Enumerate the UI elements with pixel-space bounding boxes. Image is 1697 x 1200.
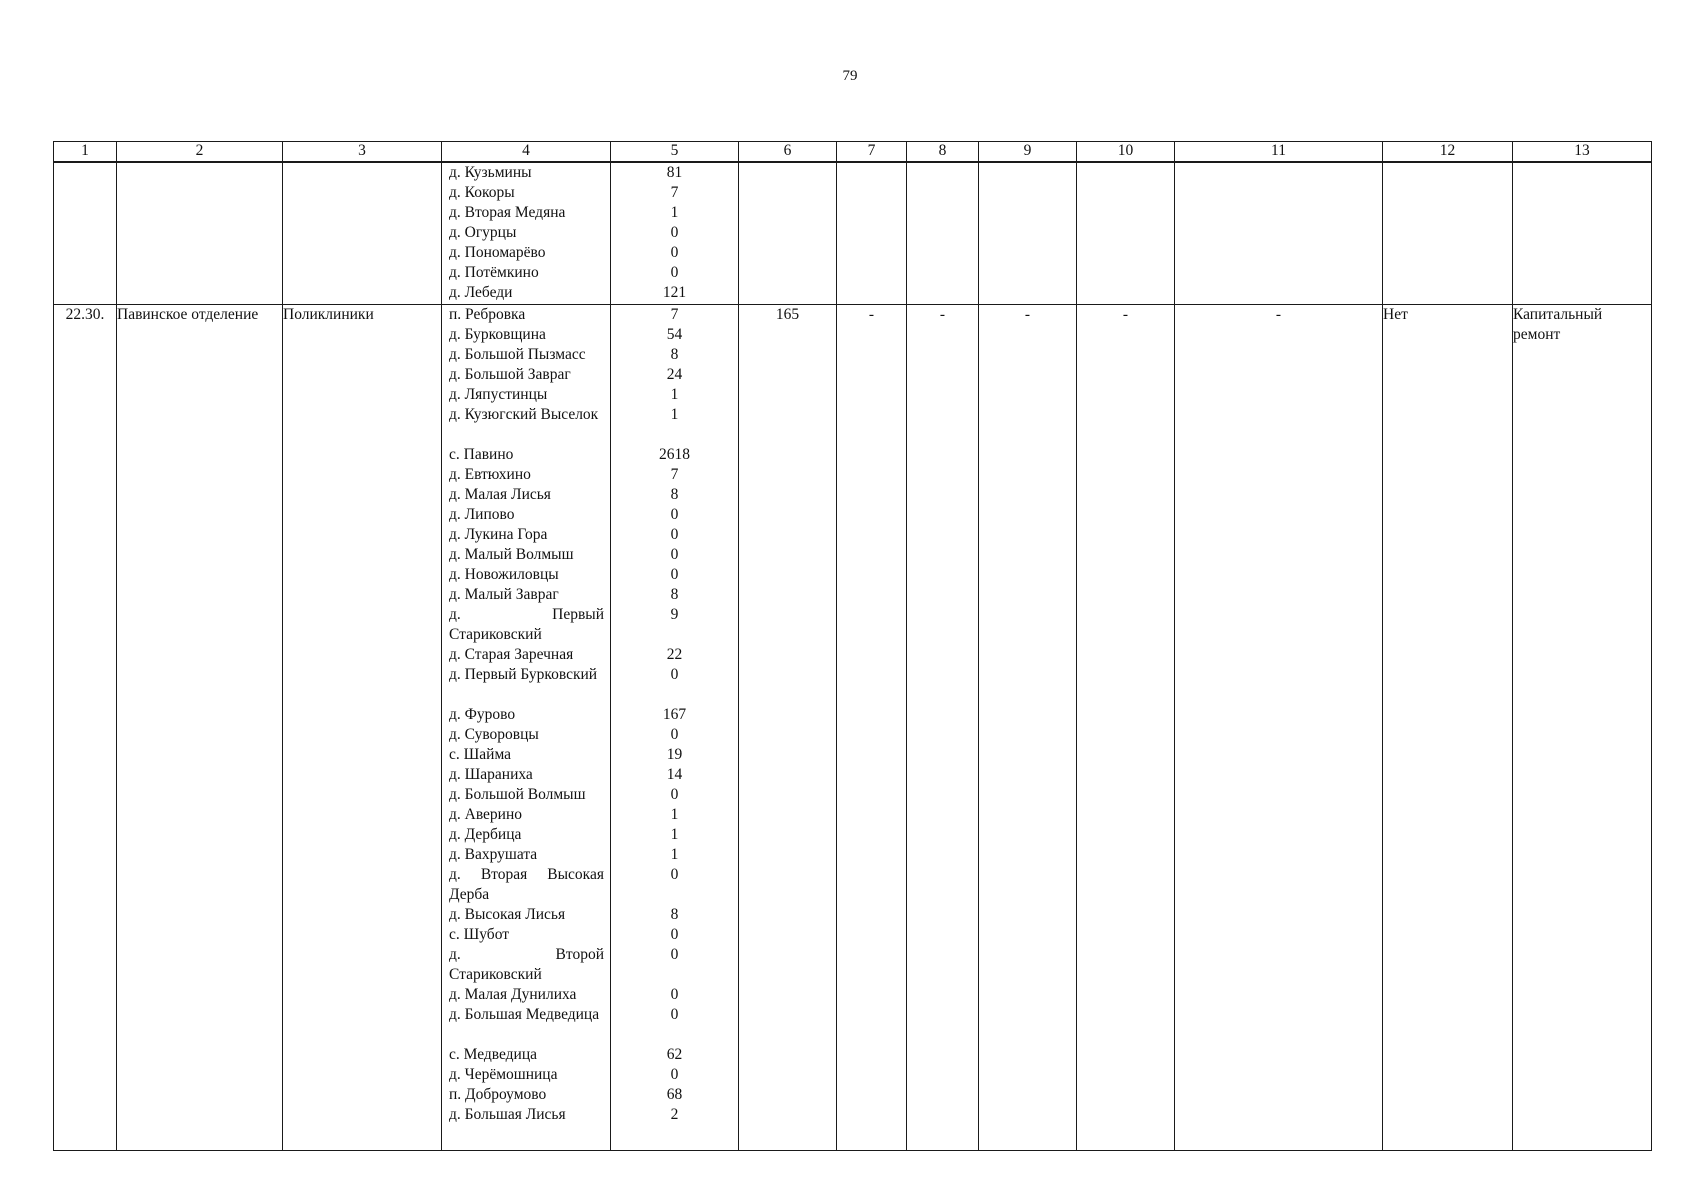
cell-empty xyxy=(1175,162,1383,305)
locality-population: 81 xyxy=(666,164,683,181)
cell-empty xyxy=(1383,162,1513,305)
cell-empty xyxy=(979,162,1077,305)
population-cell xyxy=(611,162,739,305)
locality-name: д. Новожиловцы xyxy=(449,566,559,583)
locality-population: 0 xyxy=(670,926,679,943)
table-row-continued xyxy=(54,162,1652,305)
locality-list xyxy=(442,163,610,303)
locality-name: д. Вахрушата xyxy=(449,846,538,863)
locality-population: 8 xyxy=(670,486,679,503)
locality-name: д. Евтюхино xyxy=(449,466,531,483)
header-col-2: 2 xyxy=(117,142,283,163)
locality-population: 14 xyxy=(666,766,683,783)
cell-empty xyxy=(1077,162,1175,305)
facility-type-cell: Поликлиники xyxy=(283,305,442,1151)
header-col-12: 12 xyxy=(1383,142,1513,163)
cell-empty xyxy=(117,162,283,305)
header-col-9: 9 xyxy=(979,142,1077,163)
data-table xyxy=(53,141,1652,1151)
locality-population: 8 xyxy=(670,586,679,603)
locality-population: 167 xyxy=(662,706,687,723)
header-col-4: 4 xyxy=(442,142,611,163)
locality-name: д. Кузюгский Выселок xyxy=(449,406,599,423)
col8-value: - xyxy=(907,305,979,1151)
locality-name: д. Пономарёво xyxy=(449,244,546,261)
locality-population: 7 xyxy=(670,306,679,323)
locality-population: 0 xyxy=(670,946,679,963)
cell-empty xyxy=(283,162,442,305)
header-col-13: 13 xyxy=(1513,142,1652,163)
cell-empty xyxy=(837,162,907,305)
header-row xyxy=(54,142,1652,163)
locality-name: д. Кузьмины xyxy=(449,164,532,181)
locality-population: 1 xyxy=(670,846,679,863)
locality-name: д. Малый Волмыш xyxy=(449,546,574,563)
locality-population: 0 xyxy=(670,866,679,883)
header-col-3: 3 xyxy=(283,142,442,163)
locality-population: 0 xyxy=(670,546,679,563)
locality-name: д. Суворовцы xyxy=(449,726,539,743)
locality-name: с. Шайма xyxy=(449,746,512,763)
locality-population: 0 xyxy=(670,986,679,1003)
locality-population: 8 xyxy=(670,346,679,363)
cell-empty xyxy=(54,162,117,305)
locality-name: с. Медведица xyxy=(449,1046,538,1063)
locality-name: д. Дербица xyxy=(449,826,522,843)
header-col-6: 6 xyxy=(739,142,837,163)
locality-population: 2618 xyxy=(659,446,690,463)
locality-name: д. Шараниха xyxy=(449,766,533,783)
col12-value: Нет xyxy=(1383,305,1513,1151)
locality-name: д. Кокоры xyxy=(449,184,515,201)
header-col-11: 11 xyxy=(1175,142,1383,163)
locality-population: 0 xyxy=(670,526,679,543)
row-number: 22.30. xyxy=(54,305,117,1151)
locality-names-cell xyxy=(442,162,611,305)
locality-population: 8 xyxy=(670,906,679,923)
locality-name: д. Черёмошница xyxy=(449,1066,558,1083)
locality-name: д. Большой Пызмасс xyxy=(449,346,586,363)
locality-population: 0 xyxy=(670,224,679,241)
locality-population: 7 xyxy=(670,184,679,201)
locality-population: 0 xyxy=(670,506,679,523)
header-col-5: 5 xyxy=(611,142,739,163)
locality-name: д. Малый Завраг xyxy=(449,586,559,603)
cell-empty xyxy=(907,162,979,305)
locality-population: 9 xyxy=(670,606,679,623)
table-row-22-30 xyxy=(54,305,1652,1151)
locality-name: п. Доброумово xyxy=(449,1086,547,1103)
col6-value: 165 xyxy=(739,305,837,1151)
locality-population: 1 xyxy=(670,806,679,823)
locality-population: 0 xyxy=(670,726,679,743)
col11-value: - xyxy=(1175,305,1383,1151)
locality-population: 19 xyxy=(666,746,683,763)
locality-name: д. Бурковщина xyxy=(449,326,546,343)
locality-population: 0 xyxy=(670,786,679,803)
locality-population: 24 xyxy=(666,366,683,383)
locality-name: д. Большая Медведица xyxy=(449,1006,600,1023)
locality-population: 68 xyxy=(666,1086,683,1103)
locality-name: п. Ребровка xyxy=(449,306,526,323)
locality-population: 0 xyxy=(670,666,679,683)
header-col-1: 1 xyxy=(54,142,117,163)
population-list xyxy=(611,305,738,1125)
locality-population: 0 xyxy=(670,1066,679,1083)
locality-population: 54 xyxy=(666,326,683,343)
locality-population: 1 xyxy=(670,406,679,423)
locality-name: д. Огурцы xyxy=(449,224,517,241)
locality-population: 22 xyxy=(666,646,683,663)
locality-name: д. Первый Бурковский xyxy=(449,666,598,683)
locality-name: д. Старая Заречная xyxy=(449,646,574,663)
header-col-7: 7 xyxy=(837,142,907,163)
locality-population: 121 xyxy=(662,284,687,301)
locality-name: д. Потёмкино xyxy=(449,264,539,281)
locality-name: с. Шубот xyxy=(449,926,510,943)
locality-name: д. Ляпустинцы xyxy=(449,386,548,403)
locality-name: д. Вторая Высокая Дерба xyxy=(449,866,604,903)
locality-name: д. Большая Лисья xyxy=(449,1106,566,1123)
header-col-8: 8 xyxy=(907,142,979,163)
page-number: 79 xyxy=(842,68,858,84)
locality-name: д. Лукина Гора xyxy=(449,526,548,543)
locality-name: д. Липово xyxy=(449,506,515,523)
cell-empty xyxy=(1513,162,1652,305)
locality-population: 0 xyxy=(670,244,679,261)
locality-population: 0 xyxy=(670,1006,679,1023)
population-list xyxy=(611,163,738,303)
locality-name: д. Малая Лисья xyxy=(449,486,551,503)
locality-name: д. Второй Стариковский xyxy=(449,946,604,983)
locality-name: д. Вторая Медяна xyxy=(449,204,566,221)
locality-population: 7 xyxy=(670,466,679,483)
locality-population: 2 xyxy=(670,1106,679,1123)
cell-empty xyxy=(739,162,837,305)
locality-population: 0 xyxy=(670,566,679,583)
population-cell xyxy=(611,305,739,1151)
locality-names-cell xyxy=(442,305,611,1151)
locality-list xyxy=(442,305,610,1125)
locality-name: д. Высокая Лисья xyxy=(449,906,566,923)
locality-name: д. Фурово xyxy=(449,706,516,723)
col7-value: - xyxy=(837,305,907,1151)
locality-population: 1 xyxy=(670,204,679,221)
locality-name: д. Лебеди xyxy=(449,284,513,301)
col10-value: - xyxy=(1077,305,1175,1151)
locality-population: 62 xyxy=(666,1046,683,1063)
locality-name: с. Павино xyxy=(449,446,514,463)
col13-value: Капитальный ремонт xyxy=(1513,305,1652,1151)
locality-name: д. Аверино xyxy=(449,806,523,823)
locality-name: д. Первый Стариковский xyxy=(449,606,604,643)
header-col-10: 10 xyxy=(1077,142,1175,163)
locality-name: д. Малая Дунилиха xyxy=(449,986,577,1003)
locality-population: 1 xyxy=(670,826,679,843)
department-cell: Павинское отделение xyxy=(117,305,283,1151)
locality-name: д. Большой Завраг xyxy=(449,366,571,383)
locality-population: 1 xyxy=(670,386,679,403)
locality-population: 0 xyxy=(670,264,679,281)
col9-value: - xyxy=(979,305,1077,1151)
locality-name: д. Большой Волмыш xyxy=(449,786,586,803)
